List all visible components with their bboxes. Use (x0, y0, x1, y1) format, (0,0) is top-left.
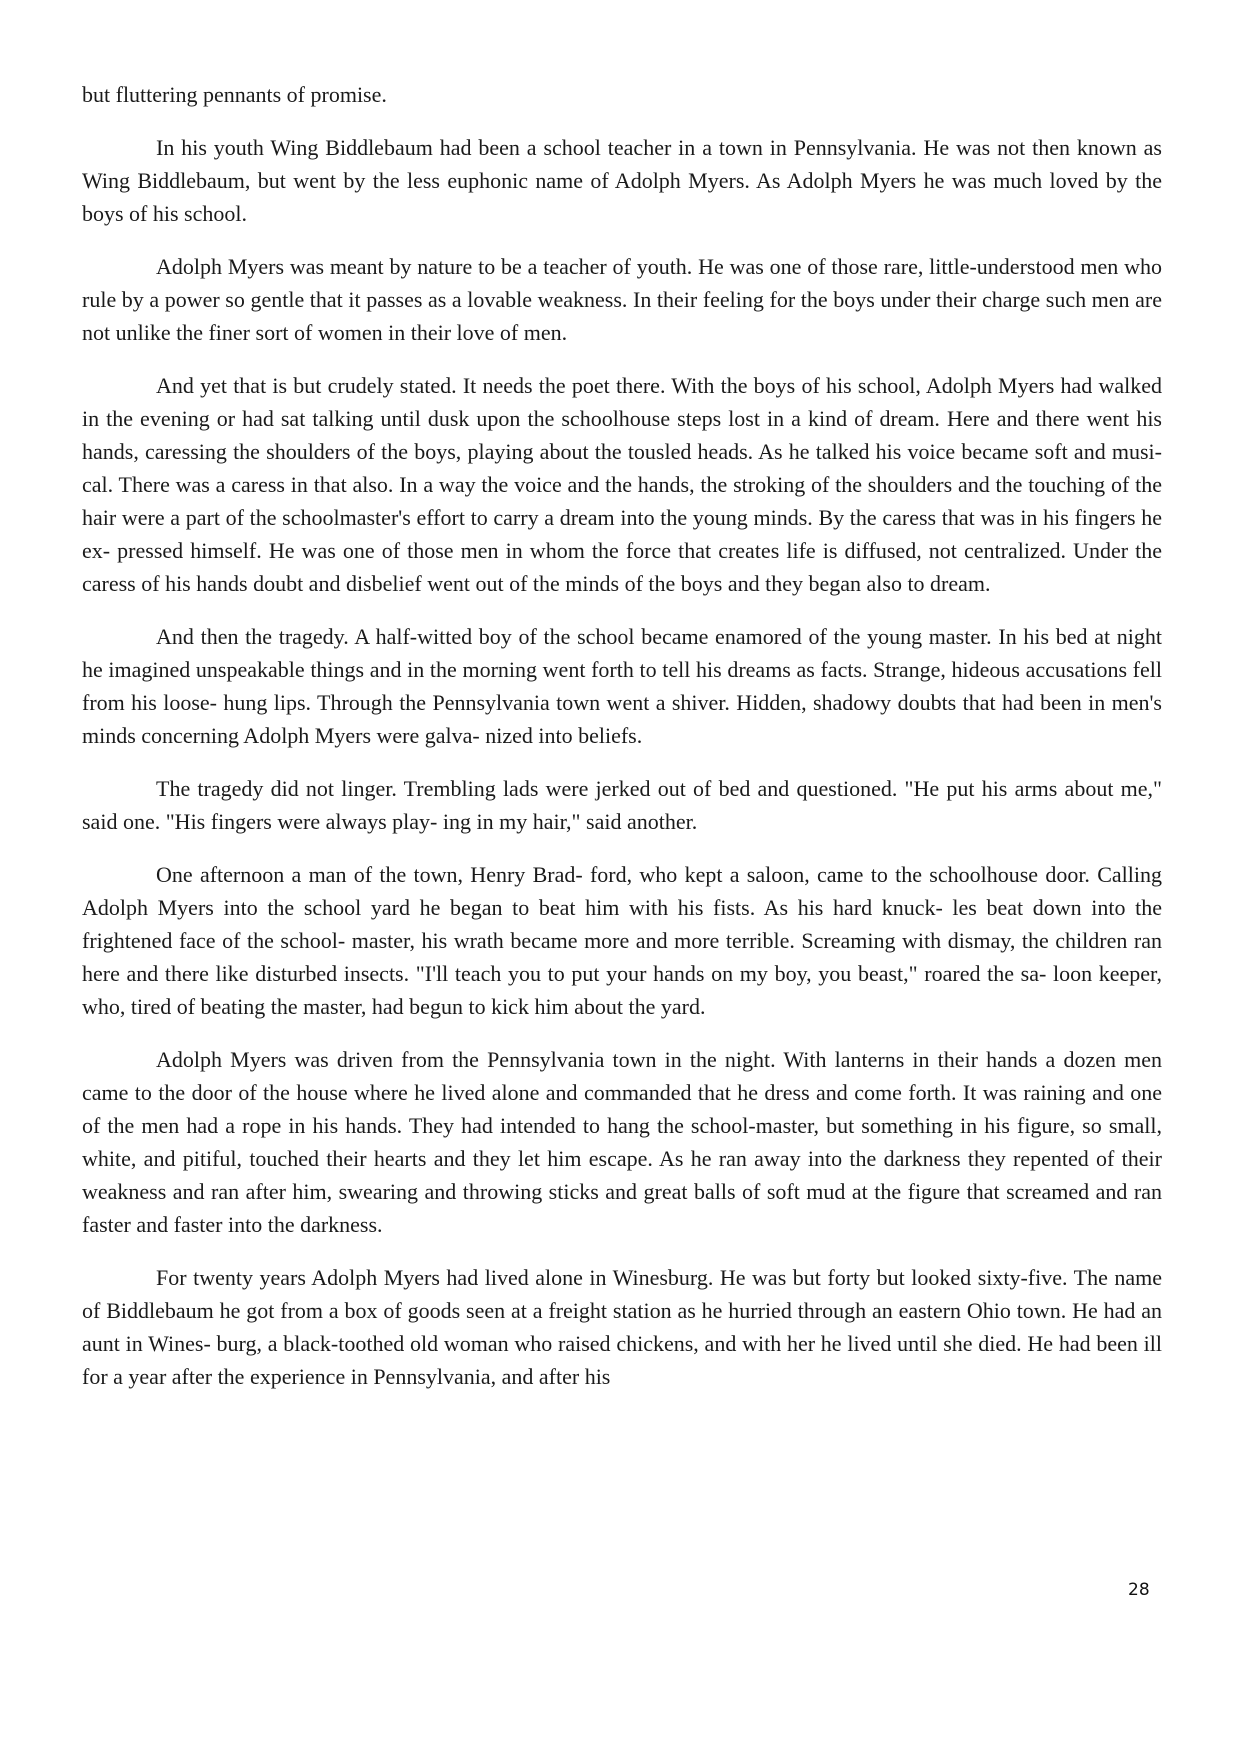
body-text (82, 78, 1162, 1413)
paragraph: One afternoon a man of the town, Henry Brad- ford, who kept a saloon, came to the schoolhouse door. Calling Adolph Myers into the school yard he began to beat him with his fists. As his hard knuck- les beat down into the frightened face of the school- master, his wrath became more and more terrible. Screaming with dismay, the children ran here and there like disturbed insects. "I'll teach you to put your hands on my boy, you beast," roared the sa- loon keeper, who, tired of beating the master, had begun to kick him about the yard. (82, 862, 1162, 1019)
paragraph-continued: but fluttering pennants of promise. (82, 82, 387, 107)
paragraph: In his youth Wing Biddlebaum had been a school teacher in a town in Pennsylvania. He was not then known as Wing Biddlebaum, but went by the less euphonic name of Adolph Myers. As Adolph Myers he was much loved by the boys of his school. (82, 135, 1162, 226)
paragraph: Adolph Myers was driven from the Pennsylvania town in the night. With lanterns in their hands a dozen men came to the door of the house where he lived alone and commanded that he dress and come forth. It was raining and one of the men had a rope in his hands. They had intended to hang the school-master, but something in his figure, so small, white, and pitiful, touched their hearts and they let him escape. As he ran away into the darkness they repented of their weakness and ran after him, swearing and throwing sticks and great balls of soft mud at the figure that screamed and ran faster and faster into the darkness. (82, 1047, 1162, 1237)
paragraph: For twenty years Adolph Myers had lived alone in Winesburg. He was but forty but looked sixty-five. The name of Biddlebaum he got from a box of goods seen at a freight station as he hurried through an eastern Ohio town. He had an aunt in Wines- burg, a black-toothed old woman who raised chickens, and with her he lived until she died. He had been ill for a year after the experience in Pennsylvania, and after his (82, 1265, 1162, 1389)
paragraph: Adolph Myers was meant by nature to be a teacher of youth. He was one of those rare, little-understood men who rule by a power so gentle that it passes as a lovable weakness. In their feeling for the boys under their charge such men are not unlike the finer sort of women in their love of men. (82, 254, 1162, 345)
paragraph: And yet that is but crudely stated. It needs the poet there. With the boys of his school, Adolph Myers had walked in the evening or had sat talking until dusk upon the schoolhouse steps lost in a kind of dream. Here and there went his hands, caressing the shoulders of the boys, playing about the tousled heads. As he talked his voice became soft and musi- cal. There was a caress in that also. In a way the voice and the hands, the stroking of the shoulders and the touching of the hair were a part of the schoolmaster's effort to carry a dream into the young minds. By the caress that was in his fingers he ex- pressed himself. He was one of those men in whom the force that creates life is diffused, not centralized. Under the caress of his hands doubt and disbelief went out of the minds of the boys and they began also to dream. (82, 373, 1162, 596)
page-number: 28 (1128, 1580, 1150, 1600)
paragraph: And then the tragedy. A half-witted boy of the school became enamored of the young master. In his bed at night he imagined unspeakable things and in the morning went forth to tell his dreams as facts. Strange, hideous accusations fell from his loose- hung lips. Through the Pennsylvania town went a shiver. Hidden, shadowy doubts that had been in men's minds concerning Adolph Myers were galva- nized into beliefs. (82, 624, 1162, 748)
paragraph: The tragedy did not linger. Trembling lads were jerked out of bed and questioned. "He put his arms about me," said one. "His fingers were always play- ing in my hair," said another. (82, 776, 1162, 834)
